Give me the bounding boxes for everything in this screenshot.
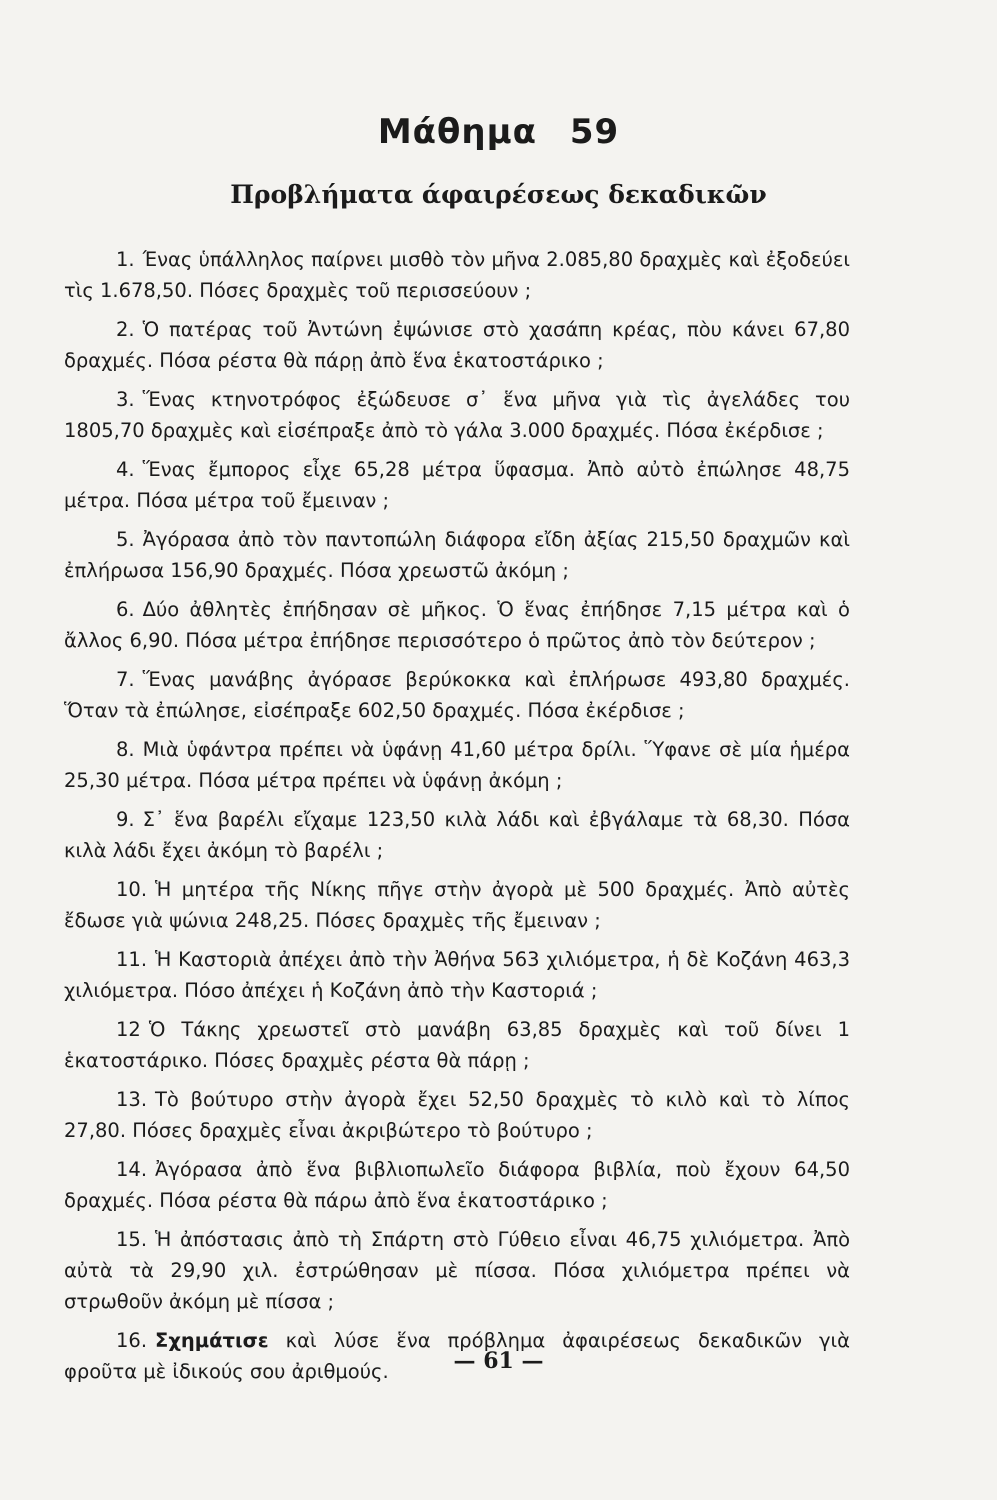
problem-number: 16. <box>116 1329 148 1352</box>
problem-number: 5. <box>116 528 135 551</box>
problem-item <box>64 314 850 376</box>
problem-text: Σ᾽ ἕνα βαρέλι εἴχαμε 123,50 κιλὰ λάδι καὶ ἐβγάλαμε τὰ 68,30. Πόσα κιλὰ λάδι ἔχει ἀκόμη τὸ βαρέλι ; <box>64 808 850 862</box>
problem-number: 7. <box>116 668 135 691</box>
problem-item <box>64 454 850 516</box>
problem-text: Ἀγόρασα ἀπὸ τὸν παντοπώλη διάφορα εἴδη ἀξίας 215,50 δραχμῶν καὶ ἐπλήρωσα 156,90 δραχμές. Πόσα χρεωστῶ ἀκόμη ; <box>64 528 850 582</box>
problem-item <box>64 664 850 726</box>
problem-text: Ἡ ἀπόστασις ἀπὸ τὴ Σπάρτη στὸ Γύθειο εἶναι 46,75 χιλιόμετρα. Ἀπὸ αὐτὰ τὰ 29,90 χιλ. ἐστρώθησαν μὲ πίσσα. Πόσα χιλιόμετρα πρέπει νὰ στρωθοῦν ἀκόμη μὲ πίσσα ; <box>64 1228 850 1313</box>
lesson-subtitle: Προβλήματα άφαιρέσεως δεκαδικῶν <box>230 180 767 209</box>
problem-list <box>64 244 850 1395</box>
problem-item <box>64 1224 850 1317</box>
problem-number: 4. <box>116 458 135 481</box>
problem-item <box>64 804 850 866</box>
problem-text: Ὁ Τάκης χρεωστεῖ στὸ μανάβη 63,85 δραχμὲς καὶ τοῦ δίνει 1 ἑκατοστάρικο. Πόσες δραχμὲς ρέστα θὰ πάρῃ ; <box>64 1018 850 1072</box>
page-number: — 61 — <box>453 1348 544 1374</box>
problem-text: καὶ λύσε ἕνα πρόβλημα ἀφαιρέσεως δεκαδικῶν γιὰ φροῦτα μὲ ἰδικούς σου ἀριθμούς. <box>64 1329 850 1383</box>
problem-text: Ἕνας μανάβης ἀγόρασε βερύκοκκα καὶ ἐπλήρωσε 493,80 δραχμές. Ὅταν τὰ ἐπώλησε, εἰσέπραξε 602,50 δραχμές. Πόσα ἐκέρδισε ; <box>64 668 850 722</box>
problem-text: Ἀγόρασα ἀπὸ ἕνα βιβλιοπωλεῖο διάφορα βιβλία, ποὺ ἔχουν 64,50 δραχμές. Πόσα ρέστα θὰ πάρω ἀπὸ ἕνα ἑκατοστάρικο ; <box>64 1158 850 1212</box>
lesson-number: 59 <box>569 112 620 152</box>
problem-text: Μιὰ ὑφάντρα πρέπει νὰ ὑφάνῃ 41,60 μέτρα δρίλι. Ὕφανε σὲ μία ἡμέρα 25,30 μέτρα. Πόσα μέτρα πρέπει νὰ ὑφάνῃ ἀκόμη ; <box>64 738 850 792</box>
problem-number: 2. <box>116 318 135 341</box>
problem-text: Ἡ Καστοριὰ ἀπέχει ἀπὸ τὴν Ἀθήνα 563 χιλιόμετρα, ἡ δὲ Κοζάνη 463,3 χιλιόμετρα. Πόσο ἀπέχει ἡ Κοζάνη ἀπὸ τὴν Καστοριά ; <box>64 948 850 1002</box>
problem-bold-word: Σχημάτισε <box>155 1329 269 1352</box>
problem-number: 6. <box>116 598 135 621</box>
problem-text: Δύο ἀθλητὲς ἐπήδησαν σὲ μῆκος. Ὁ ἕνας ἐπήδησε 7,15 μέτρα καὶ ὁ ἄλλος 6,90. Πόσα μέτρα ἐπήδησε περισσότερο ὁ πρῶτος ἀπὸ τὸν δεύτερον ; <box>64 598 850 652</box>
problem-item <box>64 944 850 1006</box>
problem-text: Ἕνας κτηνοτρόφος ἐξώδευσε σ᾽ ἕνα μῆνα γιὰ τὶς ἀγελάδες του 1805,70 δραχμὲς καὶ εἰσέπραξε ἀπὸ τὸ γάλα 3.000 δραχμές. Πόσα ἐκέρδισε ; <box>64 388 850 442</box>
problem-text: Ὁ πατέρας τοῦ Ἀντώνη ἐψώνισε στὸ χασάπη κρέας, πὸυ κάνει 67,80 δραχμές. Πόσα ρέστα θὰ πάρῃ ἀπὸ ἕνα ἑκατοστάρικο ; <box>64 318 850 372</box>
problem-number: 11. <box>116 948 148 971</box>
problem-item <box>64 1084 850 1146</box>
problem-text: Ένας ὑπάλληλος παίρνει μισθὸ τὸν μῆνα 2.085,80 δραχμὲς καὶ ἐξοδεύει τὶς 1.678,50. Πόσες δραχμὲς τοῦ περισσεύουν ; <box>64 248 850 302</box>
problem-number: 13. <box>116 1088 148 1111</box>
problem-number: 9. <box>116 808 135 831</box>
problem-item <box>64 594 850 656</box>
problem-item <box>64 244 850 306</box>
problem-number: 1. <box>116 248 135 271</box>
lesson-title <box>0 112 997 152</box>
problem-item <box>64 1154 850 1216</box>
problem-text: Ἕνας ἔμπορος εἶχε 65,28 μέτρα ὕφασμα. Ἀπὸ αὐτὸ ἐπώλησε 48,75 μέτρα. Πόσα μέτρα τοῦ ἔμειναν ; <box>64 458 850 512</box>
problem-item <box>64 384 850 446</box>
problem-item <box>64 874 850 936</box>
problem-number: 10. <box>116 878 148 901</box>
problem-item <box>64 1014 850 1076</box>
problem-number: 8. <box>116 738 135 761</box>
problem-item <box>64 734 850 796</box>
lesson-word: Μάθημα <box>377 112 537 152</box>
problem-number: 12 <box>116 1018 141 1041</box>
problem-number: 15. <box>116 1228 148 1251</box>
problem-item <box>64 524 850 586</box>
problem-number: 14. <box>116 1158 148 1181</box>
problem-text: Τὸ βούτυρο στὴν ἀγορὰ ἔχει 52,50 δραχμὲς τὸ κιλὸ καὶ τὸ λίπος 27,80. Πόσες δραχμὲς εἶναι ἀκριβώτερο τὸ βούτυρο ; <box>64 1088 850 1142</box>
problem-text: Ἡ μητέρα τῆς Νίκης πῆγε στὴν ἀγορὰ μὲ 500 δραχμές. Ἀπὸ αὐτὲς ἔδωσε γιὰ ψώνια 248,25. Πόσες δραχμὲς τῆς ἔμειναν ; <box>64 878 850 932</box>
problem-number: 3. <box>116 388 135 411</box>
